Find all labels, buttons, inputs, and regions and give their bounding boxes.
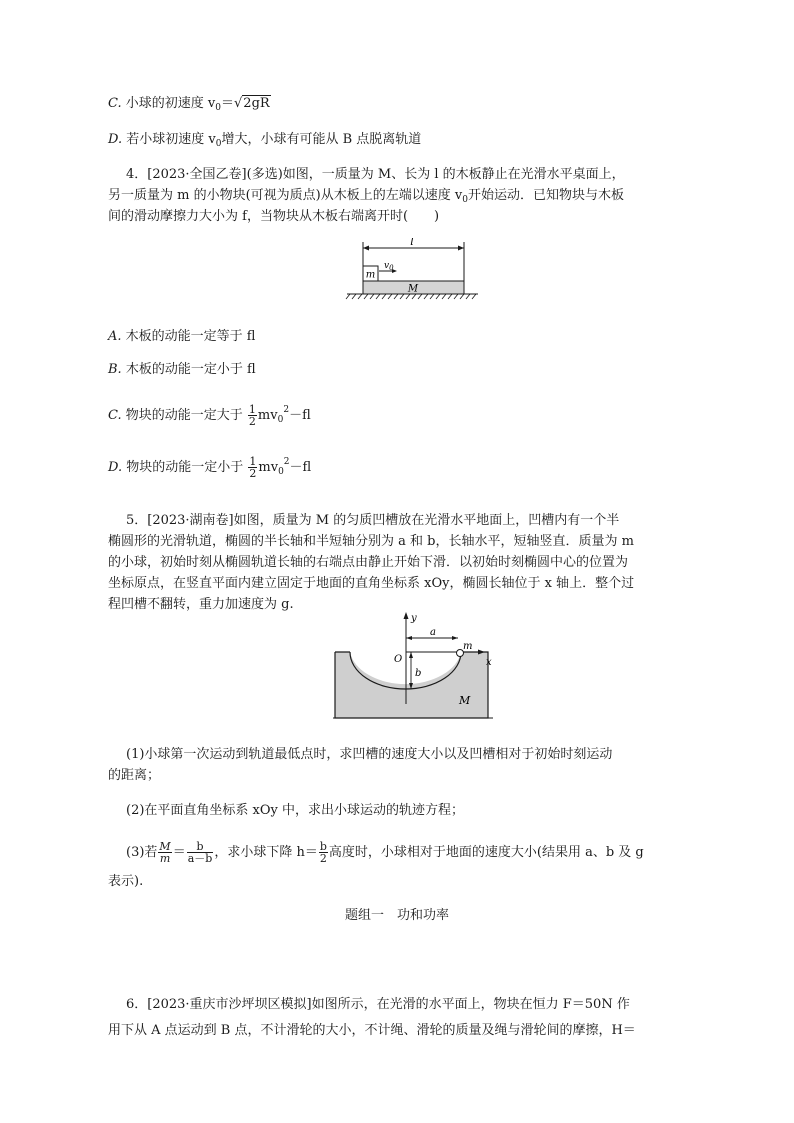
- label-y: y: [411, 613, 417, 624]
- q5-sub1-line-2: 的距离；: [108, 768, 161, 783]
- option-text-tail: 增大，小球有可能从 B 点脱离轨道: [221, 132, 422, 147]
- fraction-M-m: $\frac{M}{m}$: [159, 840, 171, 865]
- q5-line-5: 程凹槽不翻转，重力加速度为 g.: [108, 597, 294, 612]
- option-text: 木板的动能一定小于 fl: [125, 362, 256, 377]
- superscript: 2: [283, 405, 290, 415]
- q5-sub2: (2)在平面直角坐标系 xOy 中，求出小球运动的轨迹方程；: [126, 803, 465, 818]
- label-M: M: [407, 283, 419, 295]
- y-axis-arrow: [404, 612, 409, 619]
- option-text: 小球的初速度 v: [125, 96, 216, 111]
- superscript: 2: [283, 457, 290, 467]
- section-title: 题组一 功和功率: [344, 908, 449, 923]
- label-m: m: [365, 269, 376, 281]
- fraction-b-ab: $\frac{b}{a-b}$: [187, 840, 213, 865]
- subscript: 0: [277, 415, 284, 425]
- label-x: x: [486, 657, 492, 668]
- a-arrow-right: [452, 636, 458, 640]
- label-l: l: [410, 238, 414, 248]
- option-text: 物块的动能一定大于: [125, 408, 243, 423]
- tail: －fl: [289, 460, 312, 475]
- label-m: m: [463, 641, 473, 652]
- q6-line-2: 用下从 A 点运动到 B 点，不计滑轮的大小，不计绳、滑轮的质量及绳与滑轮间的摩擦，H＝: [108, 1023, 636, 1038]
- radicand: 2gR: [243, 96, 270, 111]
- fraction-b-2: $\frac{b}{2}$: [319, 840, 327, 865]
- label-a: a: [430, 627, 436, 638]
- ground-hatch: [346, 294, 476, 299]
- option-letter: A.: [108, 329, 122, 344]
- label-v: $v_0$: [384, 261, 394, 272]
- q5-line-1: 5．[2023·湖南卷]如图，质量为 M 的匀质凹槽放在光滑水平地面上，凹槽内有一个半: [126, 513, 620, 528]
- sub3-mid: ，求小球下降 h＝: [214, 845, 318, 860]
- subscript: 0: [215, 103, 221, 113]
- option-text: 若小球初速度 v: [126, 132, 216, 147]
- fraction: $\frac{1}{2}$: [248, 403, 256, 428]
- option-letter: C.: [108, 408, 122, 423]
- subscript: 0: [462, 195, 468, 205]
- q5-figure: [333, 608, 503, 724]
- q5-sub3-line-1: [126, 841, 644, 864]
- q5-line-4: 坐标原点，在竖直平面内建立固定于地面的直角坐标系 xOy，椭圆长轴位于 x 轴上．整个过: [108, 576, 635, 591]
- expr: mv: [258, 460, 279, 475]
- q4-option-b: [108, 360, 256, 380]
- option-letter: B.: [108, 362, 122, 377]
- q4-figure: [340, 238, 480, 310]
- a-arrow-left: [406, 636, 412, 640]
- q4-option-d: [108, 452, 311, 482]
- sub3-tail: 高度时，小球相对于地面的速度大小(结果用 a、b 及 g: [328, 845, 644, 860]
- q5-line-3: 的小球，初始时刻从椭圆轨道长轴的右端点由静止开始下滑．以初始时刻椭圆中心的位置为: [108, 555, 629, 570]
- b-arrow-top: [409, 652, 413, 658]
- q4-line-1: 4．[2023·全国乙卷](多选)如图，一质量为 M、长为 l 的木板静止在光滑水平桌面上，: [126, 167, 625, 182]
- q5-line-2: 椭圆形的光滑轨道，椭圆的半长轴和半短轴分别为 a 和 b，长轴水平，短轴竖直．质量为 m: [108, 534, 634, 549]
- q4-line-2-text: 另一质量为 m 的小物块(可视为质点)从木板上的左端以速度 v: [108, 188, 463, 203]
- equals: ＝: [220, 96, 234, 111]
- option-letter: D.: [108, 460, 123, 475]
- equals: ＝: [172, 845, 186, 860]
- q5-sub1-line-1: (1)小球第一次运动到轨道最低点时，求凹槽的速度大小以及凹槽相对于初始时刻运动: [126, 747, 613, 762]
- q4-option-a: [108, 327, 255, 347]
- option-d-prev: [108, 130, 421, 154]
- fraction: $\frac{1}{2}$: [249, 455, 257, 480]
- arrow-head-right: [458, 246, 464, 251]
- q4-option-c: [108, 400, 311, 430]
- sqrt-expression: √2gR: [234, 96, 270, 111]
- q4-line-3: 间的滑动摩擦力大小为 f，当物块从木板右端离开时( ): [108, 209, 440, 224]
- option-letter: C.: [108, 96, 122, 111]
- tail: －fl: [289, 408, 311, 423]
- label-O: O: [394, 654, 403, 665]
- arrow-head-left: [363, 246, 369, 251]
- option-text: 木板的动能一定等于 fl: [125, 329, 256, 344]
- subscript: 0: [278, 467, 284, 477]
- expr: mv: [257, 408, 278, 423]
- label-M: M: [459, 694, 471, 707]
- option-text: 物块的动能一定小于: [126, 460, 244, 475]
- sub3-prefix: (3)若: [126, 845, 158, 860]
- option-c-prev: [108, 94, 271, 118]
- subscript: 0: [215, 139, 222, 149]
- label-b: b: [415, 668, 422, 679]
- q5-sub3-line-2: 表示).: [108, 874, 144, 889]
- option-letter: D.: [108, 132, 123, 147]
- q6-line-1: 6．[2023·重庆市沙坪坝区模拟]如图所示，在光滑的水平面上，物块在恒力 F＝50N 作: [126, 997, 630, 1012]
- q4-line-2-tail: 开始运动．已知物块与木板: [467, 188, 624, 203]
